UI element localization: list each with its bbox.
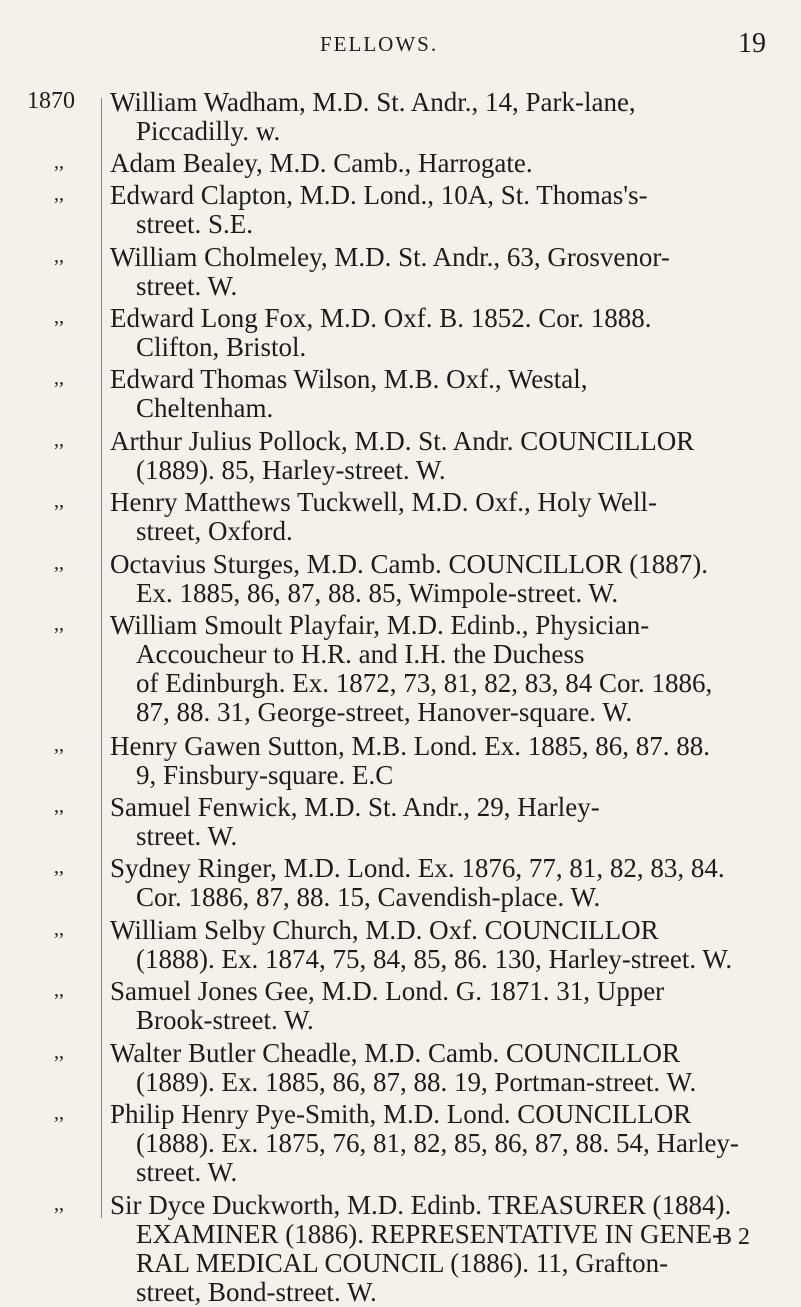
entry-line: Philip Henry Pye-Smith, M.D. Lond. COUNCILLOR	[110, 1099, 692, 1129]
entry-line: Edward Thomas Wilson, M.B. Oxf., Westal,	[110, 364, 588, 395]
entry-line: street. W.	[136, 821, 238, 851]
entry-line: Edward Long Fox, M.D. Oxf. B. 1852. Cor. 1888.	[110, 303, 652, 333]
fellow-text	[110, 916, 770, 974]
entry-line: William Cholmeley, M.D. St. Andr., 63, Grosvenor-	[110, 241, 670, 272]
entry-line: William Wadham, M.D. St. Andr., 14, Park-lane,	[110, 87, 636, 117]
ditto-mark: ,,	[54, 367, 64, 390]
ditto-mark: ,,	[54, 979, 64, 1002]
fellow-text	[110, 977, 770, 1035]
ditto-mark: ,,	[54, 1193, 64, 1215]
entry-line: street. W.	[136, 1157, 238, 1187]
entry-line: Arthur Julius Pollock, M.D. St. Andr. COUNCILLOR	[110, 425, 695, 456]
entry-line: RAL MEDICAL COUNCIL (1886). 11, Grafton-	[136, 1248, 669, 1278]
entry-line: Sir Dyce Duckworth, M.D. Edinb. TREASURER (1884).	[110, 1190, 732, 1220]
ditto-mark: ,,	[54, 490, 64, 513]
fellow-text	[110, 1100, 770, 1187]
fellow-text	[110, 149, 770, 178]
entry-line: of Edinburgh. Ex. 1872, 73, 81, 82, 83, 84 Cor. 1886,	[136, 668, 713, 698]
entry-line: street. W.	[136, 270, 238, 301]
entry-line: Edward Clapton, M.D. Lond., 10A, St. Thomas's-	[110, 180, 648, 211]
fellow-text	[110, 88, 770, 146]
ditto-mark: ,,	[54, 551, 64, 574]
entry-line: street, Oxford.	[136, 516, 293, 547]
entry-line: Brook-street. W.	[136, 1005, 314, 1036]
entry-line: Clifton, Bristol.	[136, 332, 307, 362]
fellow-text	[110, 611, 770, 727]
fellow-text	[110, 793, 770, 851]
fellow-text	[110, 181, 770, 239]
entry-line: Adam Bealey, M.D. Camb., Harrogate.	[110, 148, 533, 179]
fellow-text	[110, 304, 770, 362]
ditto-mark: ,,	[54, 917, 64, 940]
entry-line: Accoucheur to H.R. and I.H. the Duchess	[136, 639, 585, 669]
entry-line: Cor. 1886, 87, 88. 15, Cavendish-place. W.	[136, 882, 601, 913]
entry-line: street. S.E.	[136, 209, 253, 240]
entry-line: William Selby Church, M.D. Oxf. COUNCILLOR	[110, 914, 659, 945]
fellow-text	[110, 243, 770, 301]
entry-line: Ex. 1885, 86, 87, 88. 85, Wimpole-street. W.	[136, 577, 619, 608]
entry-line: 87, 88. 31, George-street, Hanover-square. W.	[136, 697, 633, 727]
ditto-mark: ,,	[54, 306, 64, 328]
ditto-mark: ,,	[54, 244, 64, 267]
entry-line: Samuel Jones Gee, M.D. Lond. G. 1871. 31, Upper	[110, 976, 665, 1007]
entry-line: Octavius Sturges, M.D. Camb. COUNCILLOR (1887).	[110, 548, 708, 579]
entry-line: Sydney Ringer, M.D. Lond. Ex. 1876, 77, 81, 82, 83, 84.	[110, 853, 725, 884]
fellow-text	[110, 550, 770, 608]
ditto-mark: ,,	[54, 856, 64, 879]
entry-line: street, Bond-street. W.	[136, 1277, 377, 1307]
fellow-text	[110, 732, 770, 790]
page-header	[0, 28, 801, 62]
ditto-mark: ,,	[54, 795, 64, 817]
entry-line: EXAMINER (1886). REPRESENTATIVE IN GENE-	[136, 1219, 722, 1249]
ditto-mark: ,,	[54, 733, 64, 756]
fellow-text	[110, 1039, 770, 1097]
entry-line: Samuel Fenwick, M.D. St. Andr., 29, Harley-	[110, 792, 600, 822]
page-number: 19	[738, 28, 766, 59]
fellow-text	[110, 427, 770, 485]
ditto-mark: ,,	[54, 1040, 64, 1063]
signature-mark: B 2	[716, 1224, 751, 1250]
entry-line: Henry Gawen Sutton, M.B. Lond. Ex. 1885, 86, 87. 88.	[110, 730, 710, 761]
ditto-mark: ,,	[54, 613, 64, 635]
entry-line: Walter Butler Cheadle, M.D. Camb. COUNCILLOR	[110, 1037, 680, 1068]
entry-line: 9, Finsbury-square. E.C	[136, 759, 394, 790]
entry-line: William Smoult Playfair, M.D. Edinb., Physician-	[110, 610, 650, 640]
ditto-mark: ,,	[54, 1102, 64, 1124]
ditto-mark: ,,	[54, 151, 64, 174]
fellow-text	[110, 488, 770, 546]
entry-line: Henry Matthews Tuckwell, M.D. Oxf., Holy Well-	[110, 487, 658, 518]
fellow-text	[110, 1191, 770, 1307]
entry-line: (1888). Ex. 1874, 75, 84, 85, 86. 130, Harley-street. W.	[136, 943, 733, 974]
fellow-text	[110, 365, 770, 423]
entry-line: (1889). 85, Harley-street. W.	[136, 454, 446, 485]
entry-line: (1888). Ex. 1875, 76, 81, 82, 85, 86, 87, 88. 54, Harley-	[136, 1128, 739, 1158]
entry-line: Piccadilly. w.	[136, 116, 281, 146]
column-rule	[101, 98, 102, 1218]
ditto-mark: ,,	[54, 428, 64, 451]
fellow-text	[110, 854, 770, 912]
entry-line: (1889). Ex. 1885, 86, 87, 88. 19, Portman-street. W.	[136, 1066, 697, 1097]
ditto-mark: ,,	[54, 183, 64, 206]
election-year: 1870	[27, 88, 75, 114]
running-title: FELLOWS.	[320, 32, 439, 56]
entry-line: Cheltenham.	[136, 393, 274, 424]
